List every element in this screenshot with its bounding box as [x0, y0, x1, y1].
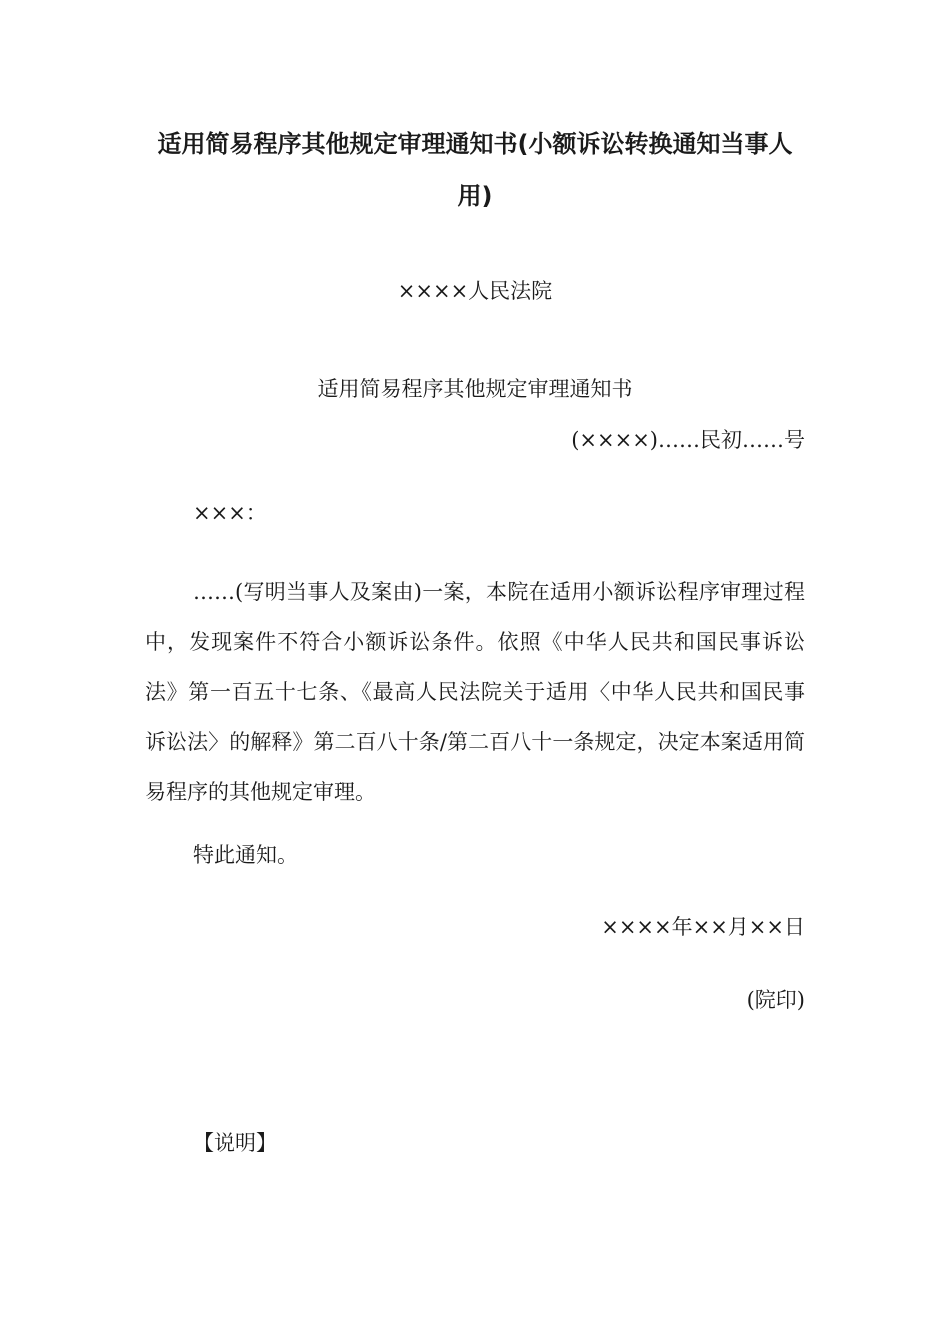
explanation-heading: 【说明】: [193, 1131, 277, 1155]
notice-title: 适用简易程序其他规定审理通知书: [317, 377, 633, 401]
issue-date: ××××年××月××日: [601, 915, 805, 939]
document-title: 适用简易程序其他规定审理通知书(小额诉讼转换通知当事人用): [157, 130, 793, 210]
court-name: ××××人民法院: [397, 279, 553, 303]
body-paragraph: ……(写明当事人及案由)一案，本院在适用小额诉讼程序审理过程中，发现案件不符合小额诉讼条件。依照《中华人民共和国民事诉讼法》第一百五十七条、《最高人民法院关于适用〈中华人民共和国民事诉讼法〉的解释》第二百八十条/第二百八十一条规定，决定本案适用简易程序的其他规定审理。: [145, 580, 805, 804]
addressee: ×××：: [193, 501, 267, 525]
case-number: (××××)……民初……号: [571, 428, 805, 452]
notice-statement: 特此通知。: [193, 843, 298, 867]
court-seal: (院印): [746, 988, 805, 1012]
